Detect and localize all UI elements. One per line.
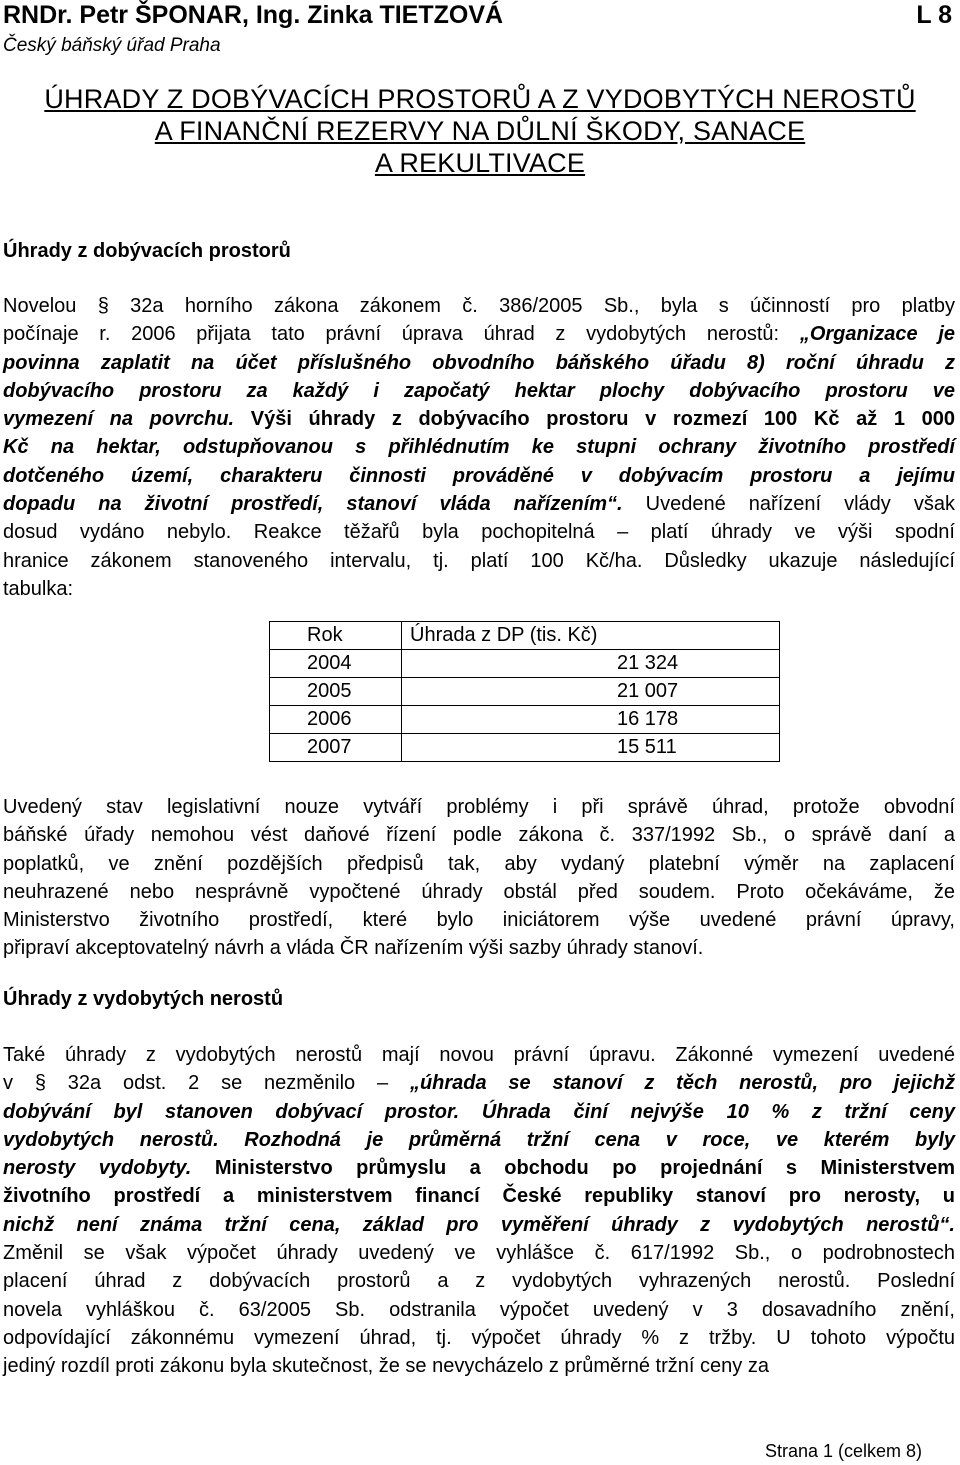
document-authors: RNDr. Petr ŠPONAR, Ing. Zinka TIETZOVÁ [3, 1, 504, 29]
text-run: životního prostředí a ministerstvem financí České republiky stanoví pro nerosty, u [3, 1185, 955, 1208]
table-cell-amount: 15 511 [402, 734, 780, 762]
title-line-2: A FINANČNÍ REZERVY NA DŮLNÍ ŠKODY, SANACE [154, 116, 806, 146]
table-row [270, 678, 780, 706]
text-run: novela vyhláškou č. 63/2005 Sb. odstranila výpočet uvedený v 3 dosavadního znění, [3, 1298, 955, 1321]
title-line-3: A REKULTIVACE [374, 148, 586, 178]
paragraph-line [3, 1041, 955, 1069]
text-run: dopadu na životní prostředí, stanoví vláda nařízením“. [3, 493, 623, 516]
text-run: hranice zákonem stanoveného intervalu, tj. platí 100 Kč/ha. Důsledky ukazuje následující [3, 549, 955, 572]
paragraph-line [3, 1126, 955, 1154]
table-header-cell: Úhrada z DP (tis. Kč) [402, 622, 780, 650]
paragraph-line [3, 320, 955, 348]
paragraph-line [3, 906, 955, 934]
payments-table [269, 621, 780, 762]
text-run: Změnil se však výpočet úhrady uvedený ve vyhlášce č. 617/1992 Sb., o podrobnostech [3, 1242, 955, 1265]
text-run: Novelou § 32a horního zákona zákonem č. 386/2005 Sb., byla s účinností pro platby [3, 295, 955, 317]
text-run: tabulka: [3, 577, 74, 600]
page-footer: Strana 1 (celkem 8) [764, 1441, 922, 1461]
paragraph-line [3, 1296, 955, 1324]
table-header-cell: Rok [270, 622, 402, 650]
text-run: neuhrazené nebo nesprávně vypočtené úhrady obstál před soudem. Proto očekáváme, že [3, 880, 955, 903]
table-cell-amount: 21 007 [402, 678, 780, 706]
text-run: v § 32a odst. 2 se nezměnilo – [3, 1072, 410, 1095]
table-cell-year: 2004 [270, 650, 402, 678]
paragraph-line [3, 821, 955, 849]
text-run: poplatků, ve znění pozdějších předpisů tak, aby vydaný platební výměr na zaplacení [3, 852, 955, 875]
text-run: připraví akceptovatelný návrh a vláda ČR nařízením výši sazby úhrady stanoví. [3, 937, 704, 960]
document-code: L 8 [916, 1, 952, 29]
paragraph-line [3, 377, 955, 405]
section-heading-minerals: Úhrady z vydobytých nerostů [3, 988, 284, 1010]
paragraph-line [3, 1069, 955, 1097]
table-cell-year: 2005 [270, 678, 402, 706]
table-header-row [270, 622, 780, 650]
table-row [270, 706, 780, 734]
text-run: dobývacího prostoru za každý i započatý hektar plochy dobývacího prostoru ve [3, 379, 955, 402]
text-run: vydobytých nerostů. Rozhodná je průměrná tržní cena v roce, ve kterém byly [3, 1128, 955, 1151]
paragraph-line [3, 349, 955, 377]
paragraph-line [3, 793, 955, 821]
paragraph-line [3, 1239, 955, 1267]
paragraph-line [3, 1154, 955, 1182]
text-run: „Organizace je [799, 323, 955, 346]
text-run: nichž není známa tržní cena, základ pro vyměření úhrady z vydobytých nerostů“. [3, 1213, 955, 1236]
text-run: dobývání byl stanoven dobývací prostor. Úhrada činí nejvýše 10 % z tržní ceny [3, 1100, 955, 1123]
paragraph-line [3, 490, 955, 518]
text-run: Také úhrady z vydobytých nerostů mají novou právní úpravu. Zákonné vymezení uvedené [3, 1044, 955, 1066]
table-row [270, 734, 780, 762]
text-run: Uvedený stav legislativní nouze vytváří problémy i při správě úhrad, protože obvodní [3, 796, 955, 818]
paragraph-line [3, 518, 955, 546]
table-row [270, 650, 780, 678]
paragraph-line [3, 934, 955, 962]
paragraph-line [3, 433, 955, 461]
paragraph-line [3, 1352, 955, 1380]
table-cell-year: 2006 [270, 706, 402, 734]
table-cell-amount: 16 178 [402, 706, 780, 734]
text-run: Výši úhrady z dobývacího prostoru v rozmezí 100 Kč až 1 000 [250, 408, 956, 431]
paragraph-line [3, 547, 955, 575]
paragraph-line [3, 1211, 955, 1239]
text-run: odpovídající zákonnému vymezení úhrad, tj. výpočet úhrady % z tržby. U tohoto výpočtu [3, 1326, 955, 1349]
text-run: dotčeného území, charakteru činnosti prováděné v dobývacím prostoru a jejímu [3, 464, 955, 487]
text-run: Ministerstvo životního prostředí, které bylo iniciátorem výše uvedené právní úpravy, [3, 909, 955, 932]
text-run: Kč na hektar, odstupňovanou s přihlédnutím ke stupni ochrany životního prostředí [3, 436, 955, 459]
paragraph-line [3, 575, 955, 603]
paragraph-minerals [3, 1041, 955, 1381]
paragraph-line [3, 1324, 955, 1352]
text-run: báňské úřady nemohou vést daňové řízení podle zákona č. 337/1992 Sb., o správě daní a [3, 824, 955, 847]
text-run: placení úhrad z dobývacích prostorů a z vydobytých vyhrazených nerostů. Poslední [3, 1270, 955, 1293]
section-heading-dp: Úhrady z dobývacích prostorů [3, 240, 291, 262]
table-cell-amount: 21 324 [402, 650, 780, 678]
document-institution: Český báňský úřad Praha [3, 35, 221, 56]
title-line-1: ÚHRADY Z DOBÝVACÍCH PROSTORŮ A Z VYDOBYTÝCH NEROSTŮ [44, 84, 916, 114]
paragraph-dp-intro [3, 292, 955, 603]
paragraph-line [3, 292, 955, 320]
text-run: dosud vydáno nebylo. Reakce těžařů byla pochopitelná – platí úhrady ve výši spodní [3, 521, 955, 544]
text-run: Ministerstvo průmyslu a obchodu po projednání s Ministerstvem [214, 1157, 955, 1180]
paragraph-line [3, 850, 955, 878]
paragraph-line [3, 405, 955, 433]
text-run: počínaje r. 2006 přijata tato právní úprava úhrad z vydobytých nerostů: [3, 323, 800, 346]
paragraph-line [3, 1098, 955, 1126]
paragraph-dp-problems [3, 793, 955, 963]
text-run: nerosty vydobyty. [3, 1157, 215, 1180]
paragraph-line [3, 878, 955, 906]
text-run: jediný rozdíl proti zákonu byla skutečnost, že se nevycházelo z průměrné tržní ceny za [3, 1355, 769, 1378]
paragraph-line [3, 1267, 955, 1295]
table-cell-year: 2007 [270, 734, 402, 762]
text-run: povinna zaplatit na účet příslušného obvodního báňského úřadu 8) roční úhradu z [3, 351, 955, 374]
text-run: vymezení na povrchu. [3, 408, 251, 431]
text-run: „úhrada se stanoví z těch nerostů, pro jejichž [409, 1072, 955, 1095]
paragraph-line [3, 1182, 955, 1210]
text-run: Uvedené nařízení vlády však [622, 493, 955, 516]
paragraph-line [3, 462, 955, 490]
